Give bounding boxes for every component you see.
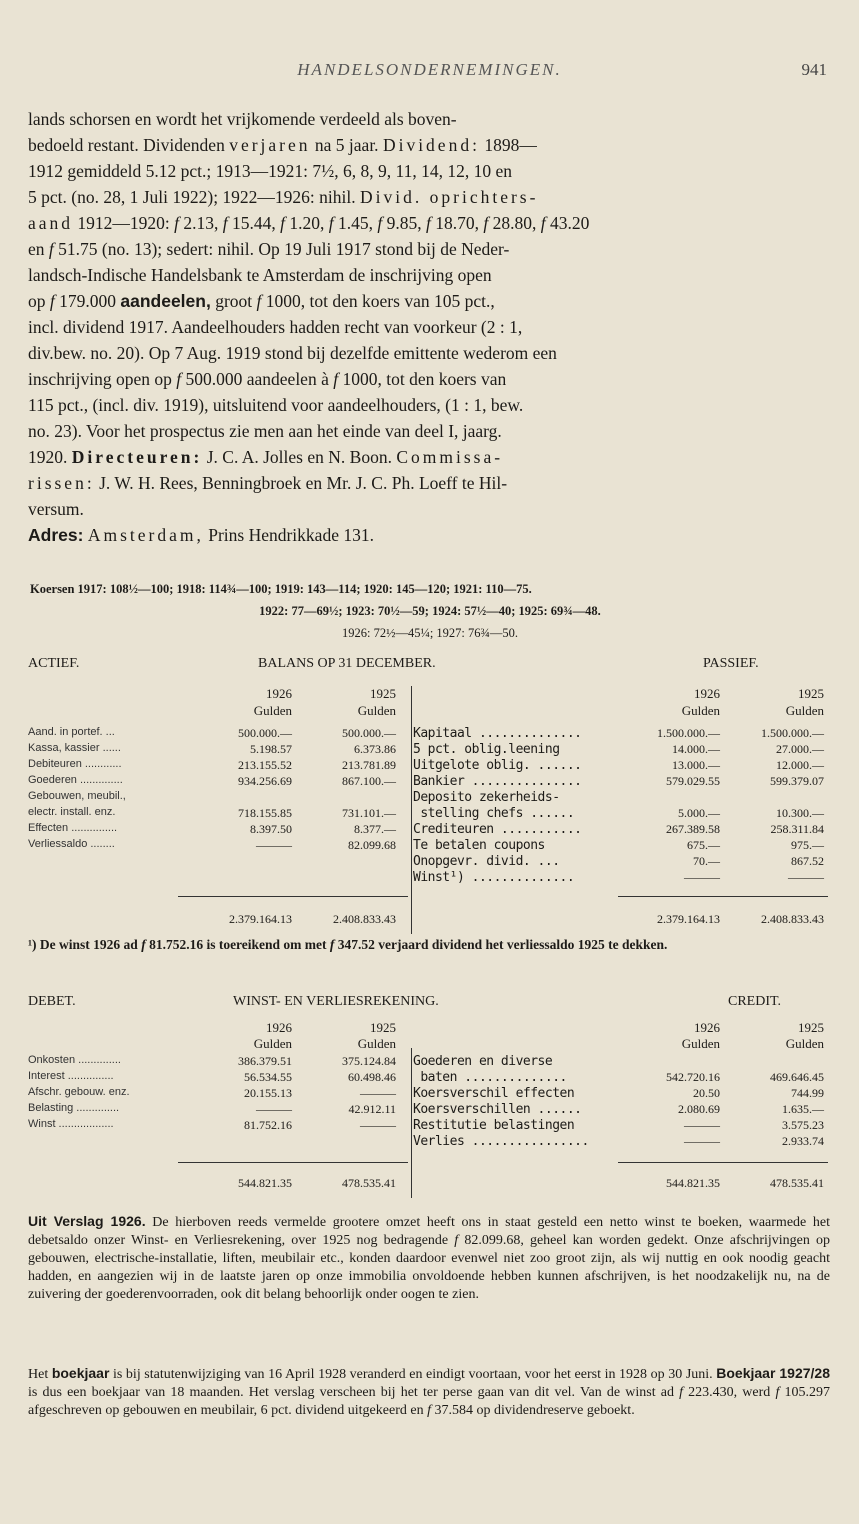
balance-sheet: ACTIEF. BALANS OP 31 DECEMBER. PASSIEF. 1926 1925 1926 1925 Gulden Gulden Gulden Gulden Aand. in portef. ... 500.000.— 500.000.— Kapitaal .............. 1.500.000.— 1.500.000.— Kassa, kassier ...... 5.198.57 6.373.86 5 pct. oblig.leening 14.000.— 27.000.— Debiteuren ............ 213.155.52 213.781.89 Uitgelote oblig. ...... 13.000.— 12.000.— Goederen .............. 934.256.69 867.100.— Bankier ............... 579.029.55 599.379.07 Gebouwen, meubil., Deposito zekerheids- electr. install. enz. 718.155.85 731.101.— stelling chefs ...... 5.000.— 10.300.— Effecten ............... 8.397.50 8.377.— Crediteuren ........... 267.389.58 258.311.84 Verliessaldo ........ ——— 82.099.68 Te betalen coupons 675.— 975.— Onopgevr. divid. ... 70.— 867.52 Winst¹) .............. ——— ——— 2.379.164.13 2.408.833.43 2.379.164.13 2.408.833.43	[28, 656, 830, 936]
intro-text	[28, 106, 830, 548]
intro-line-9: incl. dividend 1917. Aandeelhouders hadden recht van voorkeur (2 : 1,	[28, 317, 523, 337]
intro-line-14: 1920. Directeuren: J. C. A. Jolles en N. Boon. Commissa-	[28, 447, 504, 467]
intro-line-13: no. 23). Voor het prospectus zie men aan het einde van deel I, jaarg.	[28, 421, 502, 441]
intro-line-7: landsch-Indische Handelsbank te Amsterdam de inschrijving open	[28, 265, 492, 285]
page-number: 941	[801, 60, 827, 79]
intro-line-12: 115 pct., (incl. div. 1919), uitsluitend voor aandeelhouders, (1 : 1, bew.	[28, 395, 524, 415]
profit-loss-account: DEBET. WINST- EN VERLIESREKENING. CREDIT. 1926 1925 1926 1925 Gulden Gulden Gulden Gulden Onkosten .............. 386.379.51 375.124.84 Goederen en diverse Interest ............... 56.534.55 60.498.46 baten .............. 542.720.16 469.646.45 Afschr. gebouw. enz. 20.155.13 ——— Koersverschil effecten 20.50 744.99 Belasting .............. ——— 42.912.11 Koersverschillen ...... 2.080.69 1.635.— Winst .................. 81.752.16 ——— Restitutie belastingen ——— 3.575.23 Verlies ................ ——— 2.933.74 544.821.35 478.535.41 544.821.35 478.535.41	[28, 994, 830, 1204]
koersen-line-1: Koersen 1917: 108½—100; 1918: 114¾—100; 1919: 143—114; 1920: 145—120; 1921: 110—75.	[30, 582, 532, 596]
intro-line-1: lands schorsen en wordt het vrijkomende verdeeld als boven-	[28, 109, 457, 129]
intro-line-16: versum.	[28, 499, 84, 519]
intro-line-3: 1912 gemiddeld 5.12 pct.; 1913—1921: 7½, 6, 8, 9, 11, 14, 12, 10 en	[28, 161, 512, 181]
intro-line-17: Adres: Amsterdam, Prins Hendrikkade 131.	[28, 525, 374, 545]
koersen-line-2: 1922: 77—69½; 1923: 70½—59; 1924: 57½—40; 1925: 69¾—48.	[259, 604, 601, 618]
page-header	[0, 60, 859, 84]
intro-line-8: op f 179.000 aandeelen, groot f 1000, tot den koers van 105 pct.,	[28, 291, 495, 311]
intro-line-2: bedoeld restant. Dividenden verjaren na 5 jaar. Dividend: 1898—	[28, 135, 537, 155]
footnote: ¹) De winst 1926 ad f 81.752.16 is toereikend om met f 347.52 verjaard dividend het verliessaldo 1925 te dekken.	[28, 937, 668, 952]
intro-line-11: inschrijving open op f 500.000 aandeelen à f 1000, tot den koers van	[28, 369, 507, 389]
intro-line-6: en f 51.75 (no. 13); sedert: nihil. Op 19 Juli 1917 stond bij de Neder-	[28, 239, 510, 259]
intro-line-4: 5 pct. (no. 28, 1 Juli 1922); 1922—1926: nihil. Divid. oprichters-	[28, 187, 539, 207]
pl-title: WINST- EN VERLIESREKENING.	[233, 994, 439, 1009]
running-title: HANDELSONDERNEMINGEN.	[297, 60, 562, 79]
koersen-line-3: 1926: 72½—45¼; 1927: 76¾—50.	[341, 626, 519, 640]
intro-line-15: rissen: J. W. H. Rees, Benningbroek en Mr. J. C. Ph. Loeff te Hil-	[28, 473, 508, 493]
intro-line-5: aand 1912—1920: f 2.13, f 15.44, f 1.20, f 1.45, f 9.85, f 18.70, f 28.80, f 43.20	[28, 213, 590, 233]
fiscal-year-paragraph: Het boekjaar is bij statutenwijziging van 16 April 1928 veranderd en eindigt voortaan, voor het eerst in 1928 op 30 Juni. Boekjaar 1927/28 is dus een boekjaar van 18 maanden. Het verslag verscheen bij het ter perse gaan van dit vel. Van de winst ad f 223.430, werd f 105.297 afgeschreven op gebouwen en meubilair, 6 pct. dividend uitgekeerd en f 37.584 op dividendreserve geboekt.	[28, 1365, 830, 1418]
balance-activa-label: ACTIEF.	[28, 656, 80, 671]
balance-passiva-label: PASSIEF.	[703, 656, 759, 671]
koersen-block	[30, 578, 830, 644]
report-paragraph: Uit Verslag 1926. De hierboven reeds vermelde grootere omzet heeft ons in staat gesteld een netto winst te boeken, waarmede het debetsaldo onzer Winst- en Verliesrekening, over 1925 nog bedragende f 82.099.68, geheel kan worden gedekt. Onze afschrijvingen op gebouwen, electrische-installatie, liften, meubilair etc., konden daardoor evenwel niet zoo groot zijn, als wij nuttig en ook noodig geacht hadden, en aangezien wij in de laatste jaren op onze immobilia onvoldoende hebben kunnen afschrijven, is het noodzakelijk nu, na de zuivering der goederenvoorraden, ook dit belang behoorlijk onder oogen te zien.	[28, 1213, 831, 1302]
pl-credit-label: CREDIT.	[728, 994, 782, 1009]
pl-debet-label: DEBET.	[28, 994, 76, 1009]
balance-title: BALANS OP 31 DECEMBER.	[258, 656, 436, 671]
intro-line-10: div.bew. no. 20). Op 7 Aug. 1919 stond bij dezelfde emittente wederom een	[28, 343, 557, 363]
